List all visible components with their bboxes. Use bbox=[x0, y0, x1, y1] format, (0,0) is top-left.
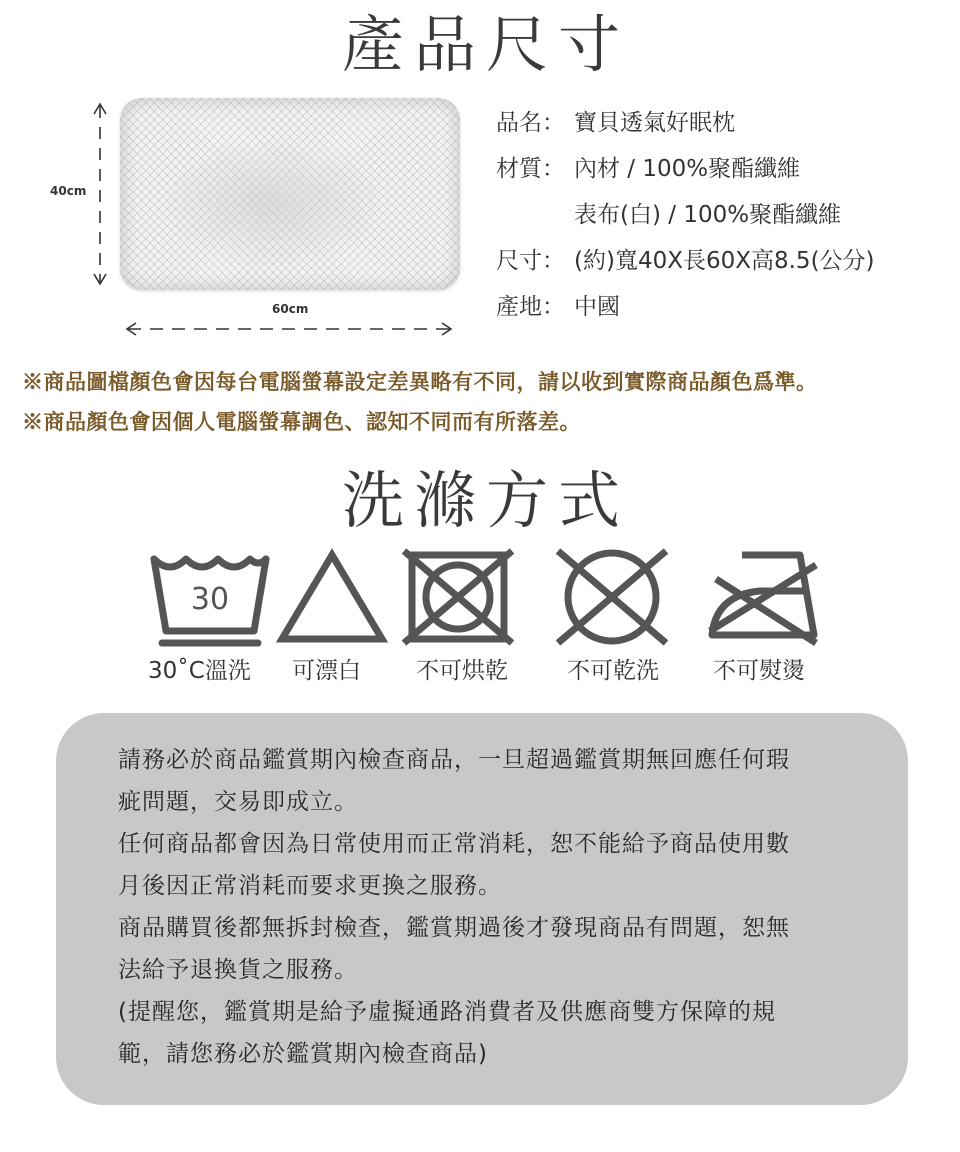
spec-name-value: 寶貝透氣好眠枕 bbox=[574, 110, 735, 136]
color-disclaimer-2: ※商品顏色會因個人電腦螢幕調色、認知不同而有所落差。 bbox=[22, 409, 581, 434]
spec-row-size bbox=[496, 238, 875, 284]
notice-line: (提醒您，鑑賞期是給予虛擬通路消費者及供應商雙方保障的規 bbox=[118, 999, 776, 1025]
product-spec-list bbox=[496, 100, 875, 330]
spec-name-label: 品名： bbox=[496, 110, 565, 136]
height-label: 40cm bbox=[50, 184, 87, 198]
washing-method-title: 洗滌方式 bbox=[342, 464, 631, 537]
no-dry-clean-icon bbox=[558, 551, 666, 643]
width-label: 60cm bbox=[272, 302, 309, 316]
notice-line: 請務必於商品鑑賞期內檢查商品，一旦超過鑑賞期無回應任何瑕 bbox=[118, 747, 790, 773]
wash-temp-number: 30 bbox=[190, 582, 230, 617]
care-label-no-tumble: 不可烘乾 bbox=[416, 658, 508, 684]
notice-line: 法給予退換貨之服務。 bbox=[118, 957, 358, 983]
no-iron-icon bbox=[710, 555, 816, 643]
pillow-product-image bbox=[120, 98, 460, 290]
no-tumble-dry-icon bbox=[404, 551, 512, 643]
notice-line: 月後因正常消耗而要求更換之服務。 bbox=[118, 873, 502, 899]
notice-text bbox=[118, 739, 878, 1075]
notice-line: 任何商品都會因為日常使用而正常消耗，恕不能給予商品使用數 bbox=[118, 831, 790, 857]
spec-origin-value: 中國 bbox=[574, 294, 620, 320]
width-dimension-arrow bbox=[124, 320, 454, 338]
spec-material-value-1: 內材 / 100%聚酯纖維 bbox=[574, 156, 801, 182]
spec-row-name bbox=[496, 100, 875, 146]
care-label-no-iron: 不可熨燙 bbox=[713, 658, 805, 684]
spec-size-label: 尺寸： bbox=[496, 248, 565, 274]
spec-row-origin bbox=[496, 284, 875, 330]
spec-size-value: (約)寬40X長60X高8.5(公分) bbox=[574, 248, 875, 274]
care-label-bleach: 可漂白 bbox=[292, 658, 361, 684]
notice-line: 範，請您務必於鑑賞期內檢查商品) bbox=[118, 1041, 488, 1067]
height-dimension-arrow bbox=[88, 100, 112, 290]
notice-line: 商品購買後都無拆封檢查，鑑賞期過後才發現商品有問題，恕無 bbox=[118, 915, 790, 941]
spec-material-value-2: 表布(白) / 100%聚酯纖維 bbox=[574, 202, 842, 228]
product-size-title: 產品尺寸 bbox=[342, 8, 631, 81]
color-disclaimer-1: ※商品圖檔顏色會因每台電腦螢幕設定差異略有不同，請以收到實際商品顏色爲準。 bbox=[22, 369, 818, 394]
care-label-no-dryclean: 不可乾洗 bbox=[567, 658, 659, 684]
appreciation-period-notice bbox=[56, 713, 908, 1105]
spec-row-material bbox=[496, 146, 875, 192]
care-label-wash: 30˚C溫洗 bbox=[148, 658, 251, 684]
spec-origin-label: 產地： bbox=[496, 294, 565, 320]
notice-line: 疵問題，交易即成立。 bbox=[118, 789, 358, 815]
bleach-triangle-icon bbox=[282, 555, 382, 639]
care-icons-row bbox=[140, 545, 830, 650]
spec-material-label: 材質： bbox=[496, 156, 565, 182]
spec-row-material-2 bbox=[496, 192, 875, 238]
